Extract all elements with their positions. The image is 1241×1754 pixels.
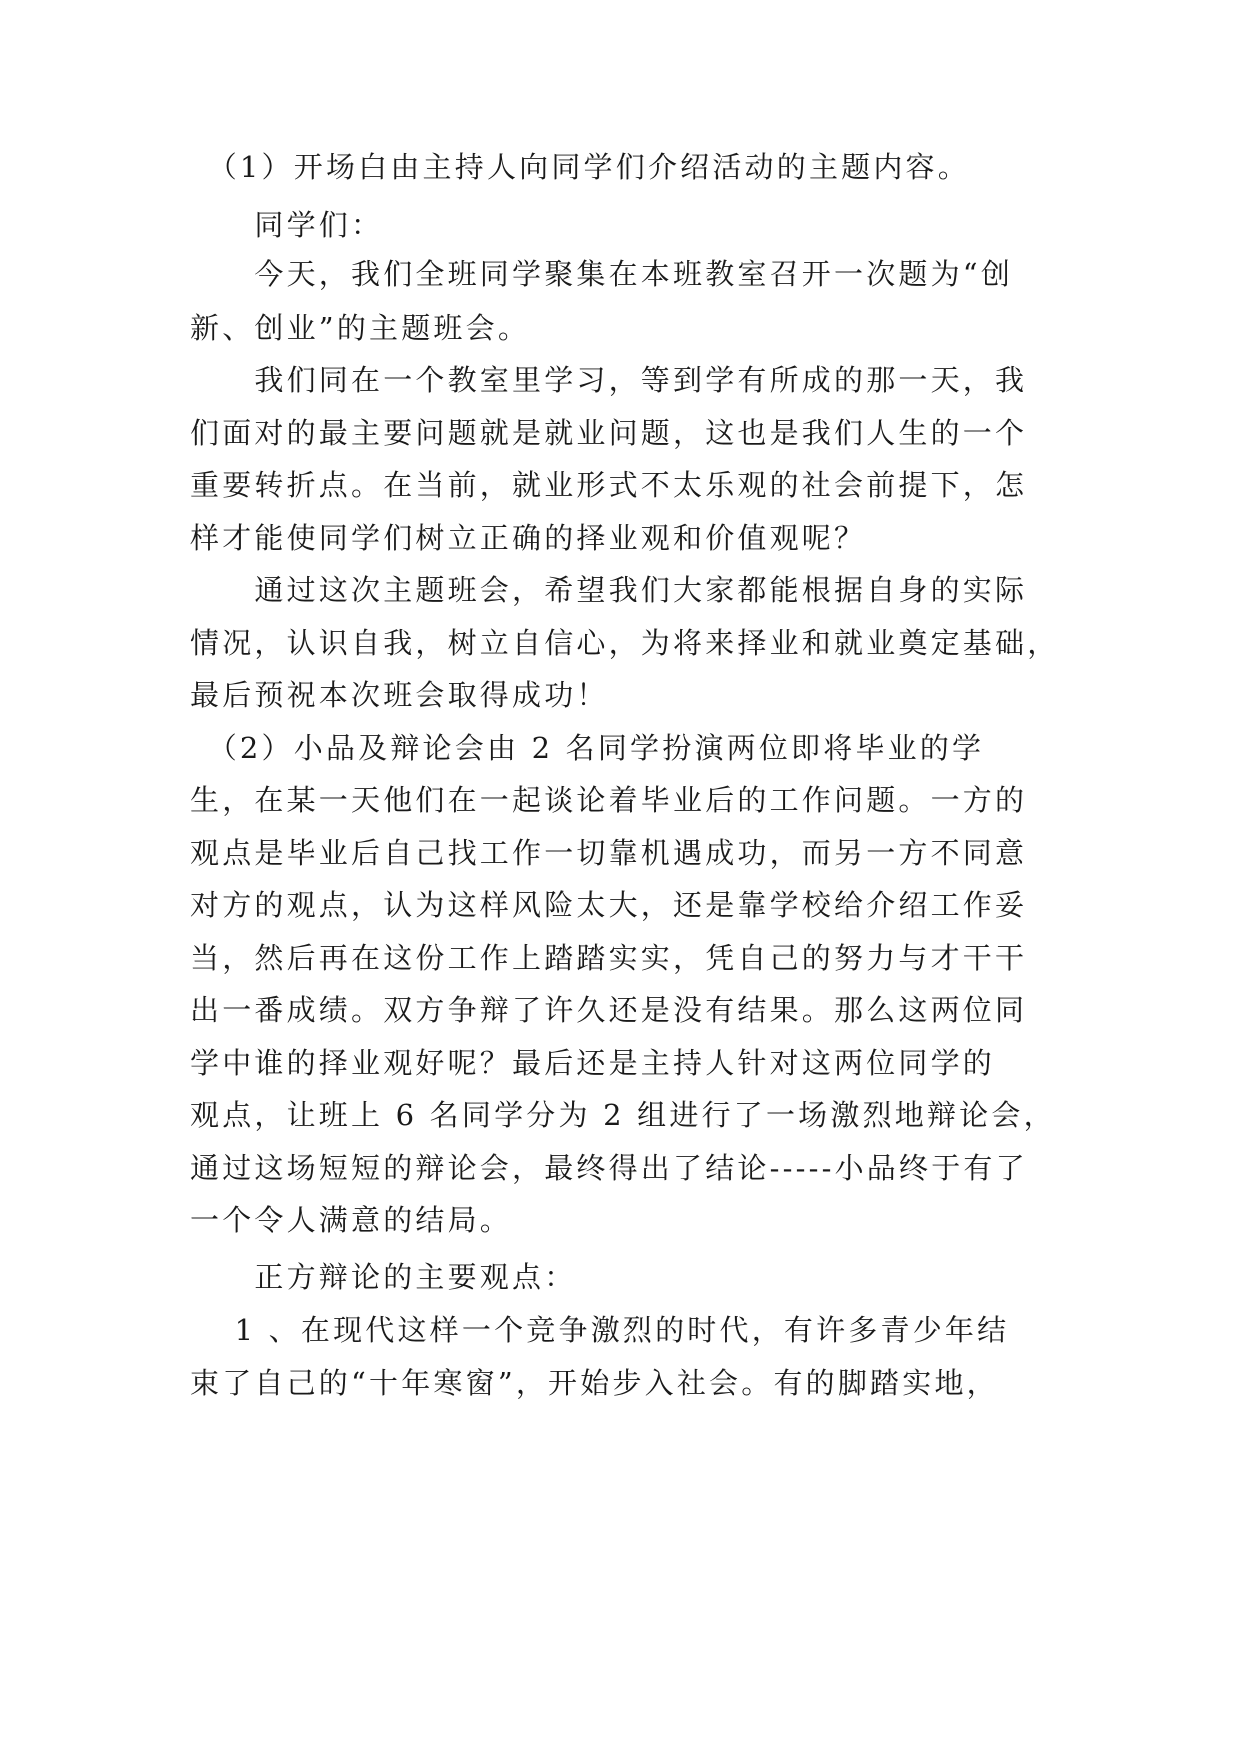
text-line: 今天，我们全班同学聚集在本班教室召开一次题为“创 — [190, 257, 1014, 291]
text-line: 们面对的最主要问题就是就业问题，这也是我们人生的一个 — [190, 416, 1028, 450]
text-line: 生，在某一天他们在一起谈论着毕业后的工作问题。一方的 — [190, 783, 1028, 817]
text-line: 正方辩论的主要观点： — [190, 1260, 577, 1294]
text-line: 对方的观点，认为这样风险太大，还是靠学校给介绍工作妥 — [190, 888, 1028, 922]
text-line: 通过这次主题班会，希望我们大家都能根据自身的实际 — [190, 573, 1028, 607]
text-line: 我们同在一个教室里学习，等到学有所成的那一天，我 — [190, 363, 1028, 397]
text-line: 一个令人满意的结局。 — [190, 1203, 513, 1237]
text-line: 出一番成绩。双方争辩了许久还是没有结果。那么这两位同 — [190, 993, 1028, 1027]
text-line: 束了自己的“十年寒窗”，开始步入社会。有的脚踏实地， — [190, 1366, 999, 1400]
text-line: 当，然后再在这份工作上踏踏实实，凭自己的努力与才干干 — [190, 941, 1028, 975]
text-line: 1 、在现代这样一个竞争激烈的时代，有许多青少年结 — [190, 1313, 1010, 1347]
text-line: 重要转折点。在当前，就业形式不太乐观的社会前提下，怎 — [190, 468, 1028, 502]
text-line: 学中谁的择业观好呢？最后还是主持人针对这两位同学的 — [190, 1046, 996, 1080]
text-line: 新、创业”的主题班会。 — [190, 311, 531, 345]
text-line: 通过这场短短的辩论会，最终得出了结论-----小品终于有了 — [190, 1151, 1028, 1185]
text-line: （2）小品及辩论会由 2 名同学扮演两位即将毕业的学 — [190, 731, 985, 765]
text-line: 观点是毕业后自己找工作一切靠机遇成功，而另一方不同意 — [190, 836, 1028, 870]
text-line: （1）开场白由主持人向同学们介绍活动的主题内容。 — [190, 150, 970, 184]
text-line: 观点，让班上 6 名同学分为 2 组进行了一场激烈地辩论会， — [190, 1098, 1056, 1132]
text-line: 同学们： — [190, 208, 384, 242]
text-line: 最后预祝本次班会取得成功！ — [190, 678, 609, 712]
text-line: 情况，认识自我，树立自信心，为将来择业和就业奠定基础， — [190, 626, 1060, 660]
text-line: 样才能使同学们树立正确的择业观和价值观呢？ — [190, 521, 867, 555]
